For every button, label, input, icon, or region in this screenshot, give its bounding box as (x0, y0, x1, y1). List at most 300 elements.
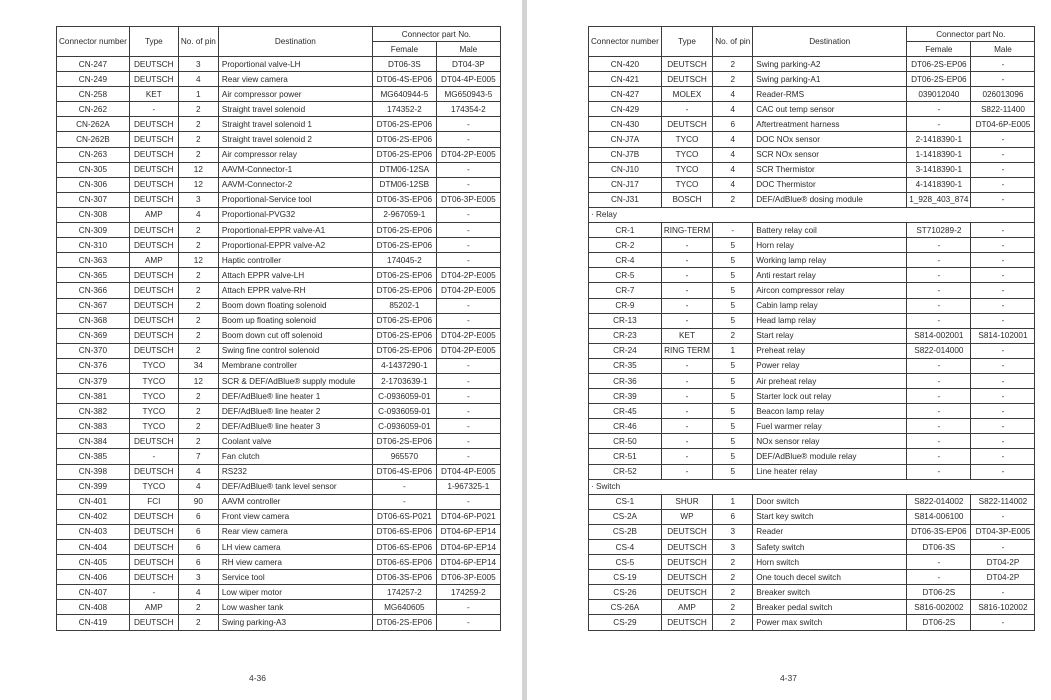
cell-destination: Boom down floating solenoid (218, 298, 372, 313)
cell-female-part: 4-1418390-1 (907, 177, 971, 192)
cell-female-part: 2-967059-1 (372, 207, 436, 222)
cell-type: DEUTSCH (129, 434, 178, 449)
cell-female-part: - (907, 283, 971, 298)
cell-connector-number: CN-429 (589, 102, 662, 117)
cell-type: DEUTSCH (129, 238, 178, 253)
page-number: 4-36 (249, 673, 267, 683)
cell-male-part: - (436, 253, 500, 268)
cell-destination: DEF/AdBlue® module relay (753, 449, 907, 464)
cell-male-part: - (971, 223, 1035, 238)
cell-connector-number: CN-306 (57, 177, 130, 192)
cell-destination: Beacon lamp relay (753, 404, 907, 419)
cell-connector-number: CN-407 (57, 585, 130, 600)
table-row (57, 102, 501, 117)
cell-female-part: DT06-4S-EP06 (372, 72, 436, 87)
cell-connector-number: CN-247 (57, 57, 130, 72)
cell-male-part: S814-102001 (971, 328, 1035, 343)
cell-destination: Cabin lamp relay (753, 298, 907, 313)
cell-male-part: - (971, 162, 1035, 177)
cell-destination: RH view camera (218, 555, 372, 570)
cell-no-of-pin: 4 (713, 102, 753, 117)
cell-no-of-pin: 2 (178, 615, 218, 630)
cell-destination: Power relay (753, 358, 907, 373)
cell-no-of-pin: 4 (178, 464, 218, 479)
cell-no-of-pin: 12 (178, 373, 218, 388)
cell-female-part: 3-1418390-1 (907, 162, 971, 177)
table-row (57, 343, 501, 358)
cell-male-part: - (436, 117, 500, 132)
cell-type: - (129, 449, 178, 464)
cell-male-part: - (436, 600, 500, 615)
cell-male-part: - (971, 419, 1035, 434)
cell-no-of-pin: 2 (178, 223, 218, 238)
cell-female-part: - (907, 298, 971, 313)
cell-type: DEUTSCH (661, 570, 712, 585)
cell-destination: DEF/AdBlue® line heater 3 (218, 419, 372, 434)
cell-female-part: DT06-2S-EP06 (372, 223, 436, 238)
cell-type: RING TERM (661, 343, 712, 358)
cell-connector-number: CR-4 (589, 253, 662, 268)
cell-connector-number: CS-2B (589, 524, 662, 539)
cell-no-of-pin: 5 (713, 358, 753, 373)
cell-destination: DEF/AdBlue® line heater 1 (218, 389, 372, 404)
cell-male-part: DT04-2P-E005 (436, 283, 500, 298)
cell-destination: Safety switch (753, 540, 907, 555)
cell-type: TYCO (661, 132, 712, 147)
cell-no-of-pin: 5 (713, 283, 753, 298)
cell-no-of-pin: 2 (178, 328, 218, 343)
cell-female-part: S816-002002 (907, 600, 971, 615)
table-row (589, 313, 1035, 328)
cell-male-part: - (436, 207, 500, 222)
cell-male-part: MG650943-5 (436, 87, 500, 102)
table-row (57, 328, 501, 343)
cell-no-of-pin: 34 (178, 358, 218, 373)
cell-type: - (661, 449, 712, 464)
table-row (589, 343, 1035, 358)
cell-type: - (661, 313, 712, 328)
section-label: · Switch (589, 479, 1035, 494)
cell-connector-number: CN-307 (57, 192, 130, 207)
cell-female-part: DT06-6S-EP06 (372, 524, 436, 539)
cell-male-part: DT04-6P-EP14 (436, 524, 500, 539)
table-row (589, 615, 1035, 630)
cell-connector-number: CS-5 (589, 555, 662, 570)
cell-type: BOSCH (661, 192, 712, 207)
table-row (589, 162, 1035, 177)
cell-connector-number: CN-309 (57, 223, 130, 238)
cell-destination: Power max switch (753, 615, 907, 630)
cell-type: - (661, 283, 712, 298)
cell-destination: Swing parking-A1 (753, 72, 907, 87)
cell-male-part: DT04-2P-E005 (436, 328, 500, 343)
cell-no-of-pin: 3 (178, 570, 218, 585)
cell-female-part: DT06-6S-EP06 (372, 555, 436, 570)
table-row (57, 509, 501, 524)
cell-no-of-pin: 5 (713, 268, 753, 283)
table-row (57, 117, 501, 132)
cell-connector-number: CR-7 (589, 283, 662, 298)
cell-type: DEUTSCH (129, 223, 178, 238)
cell-male-part: - (436, 449, 500, 464)
header-male: Male (971, 42, 1035, 57)
cell-destination: AAVM controller (218, 494, 372, 509)
cell-type: AMP (129, 253, 178, 268)
cell-type: - (661, 358, 712, 373)
cell-male-part: - (971, 540, 1035, 555)
cell-male-part: - (971, 72, 1035, 87)
table-row (57, 449, 501, 464)
table-row (57, 479, 501, 494)
cell-destination: Start relay (753, 328, 907, 343)
cell-no-of-pin: 2 (178, 268, 218, 283)
table-row (57, 57, 501, 72)
cell-no-of-pin: 3 (178, 192, 218, 207)
cell-female-part: S814-006100 (907, 509, 971, 524)
cell-connector-number: CN-369 (57, 328, 130, 343)
cell-female-part: DT06-3S-EP06 (907, 524, 971, 539)
cell-female-part: 2-1703639-1 (372, 373, 436, 388)
cell-type: DEUTSCH (129, 509, 178, 524)
cell-destination: Reader (753, 524, 907, 539)
cell-destination: Head lamp relay (753, 313, 907, 328)
table-row (589, 434, 1035, 449)
cell-type: AMP (129, 600, 178, 615)
cell-no-of-pin: 4 (178, 207, 218, 222)
cell-type: DEUTSCH (129, 268, 178, 283)
table-row (57, 223, 501, 238)
table-row (57, 615, 501, 630)
cell-connector-number: CN-405 (57, 555, 130, 570)
cell-connector-number: CR-35 (589, 358, 662, 373)
cell-destination: Swing parking-A3 (218, 615, 372, 630)
cell-female-part: - (372, 494, 436, 509)
cell-no-of-pin: 2 (713, 192, 753, 207)
cell-destination: DEF/AdBlue® dosing module (753, 192, 907, 207)
cell-no-of-pin: 90 (178, 494, 218, 509)
cell-no-of-pin: 6 (178, 509, 218, 524)
cell-no-of-pin: 4 (178, 479, 218, 494)
table-row (589, 72, 1035, 87)
cell-no-of-pin: 2 (713, 585, 753, 600)
cell-type: DEUTSCH (661, 585, 712, 600)
table-row (589, 328, 1035, 343)
header-type: Type (661, 27, 712, 57)
cell-type: DEUTSCH (129, 555, 178, 570)
cell-connector-number: CN-379 (57, 373, 130, 388)
cell-type: RING-TERM (661, 223, 712, 238)
cell-connector-number: CN-262B (57, 132, 130, 147)
cell-no-of-pin: 6 (178, 555, 218, 570)
cell-type: AMP (661, 600, 712, 615)
cell-connector-number: CN-J7A (589, 132, 662, 147)
cell-male-part: DT04-3P-E005 (971, 524, 1035, 539)
cell-connector-number: CN-363 (57, 253, 130, 268)
cell-connector-number: CN-366 (57, 283, 130, 298)
cell-male-part: - (971, 585, 1035, 600)
cell-destination: Breaker switch (753, 585, 907, 600)
cell-female-part: 174352-2 (372, 102, 436, 117)
cell-no-of-pin: 1 (713, 494, 753, 509)
cell-type: KET (661, 328, 712, 343)
cell-destination: Coolant valve (218, 434, 372, 449)
cell-no-of-pin: 2 (178, 102, 218, 117)
cell-connector-number: CS-19 (589, 570, 662, 585)
cell-destination: Front view camera (218, 509, 372, 524)
cell-male-part: - (971, 313, 1035, 328)
cell-male-part: - (436, 404, 500, 419)
cell-destination: Haptic controller (218, 253, 372, 268)
table-row (589, 102, 1035, 117)
cell-connector-number: CN-258 (57, 87, 130, 102)
cell-destination: Aftertreatment harness (753, 117, 907, 132)
cell-male-part: - (971, 132, 1035, 147)
cell-destination: Reader-RMS (753, 87, 907, 102)
cell-type: DEUTSCH (661, 524, 712, 539)
cell-type: DEUTSCH (129, 570, 178, 585)
cell-female-part: 1_928_403_874 (907, 192, 971, 207)
cell-no-of-pin: - (713, 223, 753, 238)
cell-female-part: - (907, 313, 971, 328)
cell-destination: SCR NOx sensor (753, 147, 907, 162)
cell-male-part: - (971, 238, 1035, 253)
cell-female-part: DT06-4S-EP06 (372, 464, 436, 479)
table-row (589, 358, 1035, 373)
cell-connector-number: CR-46 (589, 419, 662, 434)
cell-type: TYCO (129, 419, 178, 434)
table-row (589, 449, 1035, 464)
cell-destination: Service tool (218, 570, 372, 585)
cell-connector-number: CS-29 (589, 615, 662, 630)
cell-destination: Start key switch (753, 509, 907, 524)
header-destination: Destination (218, 27, 372, 57)
cell-type: - (661, 404, 712, 419)
table-row (589, 283, 1035, 298)
cell-type: - (661, 298, 712, 313)
cell-female-part: - (907, 570, 971, 585)
cell-male-part: 174354-2 (436, 102, 500, 117)
cell-no-of-pin: 2 (178, 389, 218, 404)
cell-connector-number: CR-39 (589, 389, 662, 404)
header-female: Female (907, 42, 971, 57)
cell-destination: Starter lock out relay (753, 389, 907, 404)
cell-female-part: S814-002001 (907, 328, 971, 343)
cell-female-part: DT06-6S-P021 (372, 509, 436, 524)
cell-connector-number: CR-52 (589, 464, 662, 479)
cell-female-part: DT06-2S-EP06 (907, 72, 971, 87)
cell-no-of-pin: 4 (178, 72, 218, 87)
cell-type: DEUTSCH (129, 328, 178, 343)
cell-female-part: DT06-2S-EP06 (372, 283, 436, 298)
cell-connector-number: CN-263 (57, 147, 130, 162)
table-body (589, 57, 1035, 631)
cell-female-part: - (907, 102, 971, 117)
cell-connector-number: CS-1 (589, 494, 662, 509)
section-row (589, 207, 1035, 222)
cell-no-of-pin: 5 (713, 298, 753, 313)
cell-type: DEUTSCH (661, 117, 712, 132)
table-row (57, 192, 501, 207)
cell-female-part: DT06-2S-EP06 (372, 434, 436, 449)
cell-male-part: DT06-3P-E005 (436, 570, 500, 585)
table-row (589, 404, 1035, 419)
cell-no-of-pin: 6 (178, 540, 218, 555)
cell-no-of-pin: 2 (178, 313, 218, 328)
cell-female-part: C-0936059-01 (372, 404, 436, 419)
cell-connector-number: CR-45 (589, 404, 662, 419)
cell-no-of-pin: 2 (178, 600, 218, 615)
cell-type: - (661, 238, 712, 253)
cell-type: DEUTSCH (129, 524, 178, 539)
cell-connector-number: CN-404 (57, 540, 130, 555)
cell-destination: Proportional-PVG32 (218, 207, 372, 222)
table-row (57, 268, 501, 283)
cell-no-of-pin: 4 (713, 132, 753, 147)
cell-no-of-pin: 2 (178, 117, 218, 132)
cell-female-part: - (907, 117, 971, 132)
cell-destination: One touch decel switch (753, 570, 907, 585)
cell-destination: Boom down cut off solenoid (218, 328, 372, 343)
cell-female-part: DT06-2S-EP06 (372, 268, 436, 283)
cell-destination: Aircon compressor relay (753, 283, 907, 298)
cell-male-part: - (436, 238, 500, 253)
cell-destination: Horn switch (753, 555, 907, 570)
cell-connector-number: CR-1 (589, 223, 662, 238)
cell-female-part: - (907, 268, 971, 283)
cell-male-part: - (971, 147, 1035, 162)
table-row (57, 389, 501, 404)
cell-connector-number: CN-376 (57, 358, 130, 373)
cell-female-part: DT06-3S (372, 57, 436, 72)
table-row (589, 298, 1035, 313)
cell-connector-number: CN-408 (57, 600, 130, 615)
table-row (57, 419, 501, 434)
cell-female-part: 4-1437290-1 (372, 358, 436, 373)
table-row (57, 585, 501, 600)
table-row (589, 268, 1035, 283)
cell-type: - (661, 419, 712, 434)
cell-male-part: DT04-6P-P021 (436, 509, 500, 524)
cell-destination: Air preheat relay (753, 373, 907, 388)
cell-female-part: - (907, 253, 971, 268)
table-row (589, 192, 1035, 207)
cell-female-part: 174257-2 (372, 585, 436, 600)
cell-female-part: - (907, 464, 971, 479)
cell-connector-number: CR-23 (589, 328, 662, 343)
cell-destination: SCR Thermistor (753, 162, 907, 177)
table-row (589, 389, 1035, 404)
cell-male-part: 174259-2 (436, 585, 500, 600)
cell-destination: Line heater relay (753, 464, 907, 479)
cell-destination: Horn relay (753, 238, 907, 253)
cell-male-part: - (971, 192, 1035, 207)
cell-no-of-pin: 2 (713, 57, 753, 72)
cell-type: DEUTSCH (129, 72, 178, 87)
cell-destination: Low washer tank (218, 600, 372, 615)
header-no-of-pin: No. of pin (178, 27, 218, 57)
cell-no-of-pin: 2 (178, 434, 218, 449)
cell-male-part: DT04-6P-EP14 (436, 555, 500, 570)
cell-female-part: ST710289-2 (907, 223, 971, 238)
cell-male-part: - (971, 177, 1035, 192)
cell-male-part: - (971, 268, 1035, 283)
cell-male-part: - (436, 373, 500, 388)
cell-no-of-pin: 5 (713, 404, 753, 419)
cell-connector-number: CN-J17 (589, 177, 662, 192)
cell-no-of-pin: 2 (713, 570, 753, 585)
cell-type: TYCO (129, 404, 178, 419)
cell-connector-number: CN-262 (57, 102, 130, 117)
cell-female-part: - (907, 238, 971, 253)
cell-male-part: DT04-4P-E005 (436, 464, 500, 479)
cell-no-of-pin: 3 (178, 57, 218, 72)
table-row (57, 253, 501, 268)
cell-no-of-pin: 4 (713, 87, 753, 102)
cell-type: SHUR (661, 494, 712, 509)
cell-male-part: DT04-2P-E005 (436, 147, 500, 162)
cell-type: - (661, 268, 712, 283)
cell-destination: Battery relay coil (753, 223, 907, 238)
cell-destination: Straight travel solenoid (218, 102, 372, 117)
cell-female-part: - (907, 434, 971, 449)
cell-type: DEUTSCH (129, 162, 178, 177)
header-destination: Destination (753, 27, 907, 57)
page-4-37 (527, 0, 1051, 700)
cell-male-part: - (436, 358, 500, 373)
table-row (57, 207, 501, 222)
cell-connector-number: CR-5 (589, 268, 662, 283)
cell-type: TYCO (129, 358, 178, 373)
cell-destination: NOx sensor relay (753, 434, 907, 449)
cell-connector-number: CR-51 (589, 449, 662, 464)
cell-destination: DEF/AdBlue® tank level sensor (218, 479, 372, 494)
cell-connector-number: CR-24 (589, 343, 662, 358)
cell-female-part: S822-014002 (907, 494, 971, 509)
cell-type: DEUTSCH (129, 147, 178, 162)
table-row (589, 117, 1035, 132)
cell-no-of-pin: 2 (713, 615, 753, 630)
table-row (57, 72, 501, 87)
cell-type: TYCO (129, 389, 178, 404)
table-row (57, 298, 501, 313)
table-row (57, 570, 501, 585)
table-row (57, 555, 501, 570)
cell-female-part: 965570 (372, 449, 436, 464)
cell-connector-number: CN-382 (57, 404, 130, 419)
cell-type: KET (129, 87, 178, 102)
cell-female-part: DT06-2S-EP06 (372, 132, 436, 147)
cell-female-part: DT06-6S-EP06 (372, 540, 436, 555)
cell-no-of-pin: 12 (178, 177, 218, 192)
cell-male-part: DT04-2P-E005 (436, 343, 500, 358)
cell-type: - (661, 373, 712, 388)
cell-male-part: - (436, 419, 500, 434)
cell-destination: Straight travel solenoid 1 (218, 117, 372, 132)
cell-destination: Breaker pedal switch (753, 600, 907, 615)
cell-no-of-pin: 5 (713, 419, 753, 434)
cell-type: TYCO (661, 147, 712, 162)
cell-type: TYCO (129, 479, 178, 494)
cell-no-of-pin: 2 (178, 419, 218, 434)
cell-no-of-pin: 2 (713, 328, 753, 343)
cell-type: - (129, 585, 178, 600)
cell-destination: DEF/AdBlue® line heater 2 (218, 404, 372, 419)
cell-destination: Membrane controller (218, 358, 372, 373)
cell-type: AMP (129, 207, 178, 222)
cell-male-part: DT06-3P-E005 (436, 192, 500, 207)
table-row (589, 585, 1035, 600)
cell-type: DEUTSCH (661, 555, 712, 570)
